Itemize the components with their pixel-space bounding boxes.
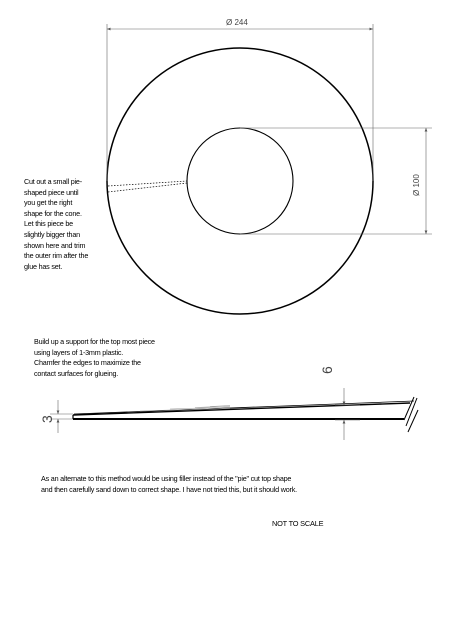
- cone-top-line: [74, 401, 414, 414]
- inner-diameter-label: Ø 100: [412, 174, 421, 196]
- outer-diameter-label: Ø 244: [226, 18, 248, 27]
- note-alternate-method: As an alternate to this method would be using filler instead of the "pie" cut top shape and then carefully sand down to correct shape. I have not tried this, but it should work.: [41, 474, 297, 494]
- left-height-label: 3: [39, 415, 55, 423]
- right-height-label: 6: [319, 366, 335, 374]
- not-to-scale-label: NOT TO SCALE: [272, 519, 324, 528]
- right-height-dimension: [335, 388, 360, 440]
- note-build-support: Build up a support for the top most piece using layers of 1-3mm plastic. Chamfer the edges to maximize the contact surfaces for glueing.: [34, 337, 155, 378]
- rim-break-marks: [404, 397, 418, 432]
- side-view: [73, 397, 418, 432]
- outer-circle: [107, 48, 373, 314]
- note-cut-out-pie: Cut out a small pie- shaped piece until you get the right shape for the cone. Let this piece be slightly bigger than shown here and trim the outer rim after the glue has set.: [24, 177, 89, 271]
- top-view: [107, 48, 373, 314]
- pie-cut-wedge: [108, 181, 187, 192]
- inner-circle: [187, 128, 293, 234]
- inner-diameter-dimension: [240, 128, 432, 234]
